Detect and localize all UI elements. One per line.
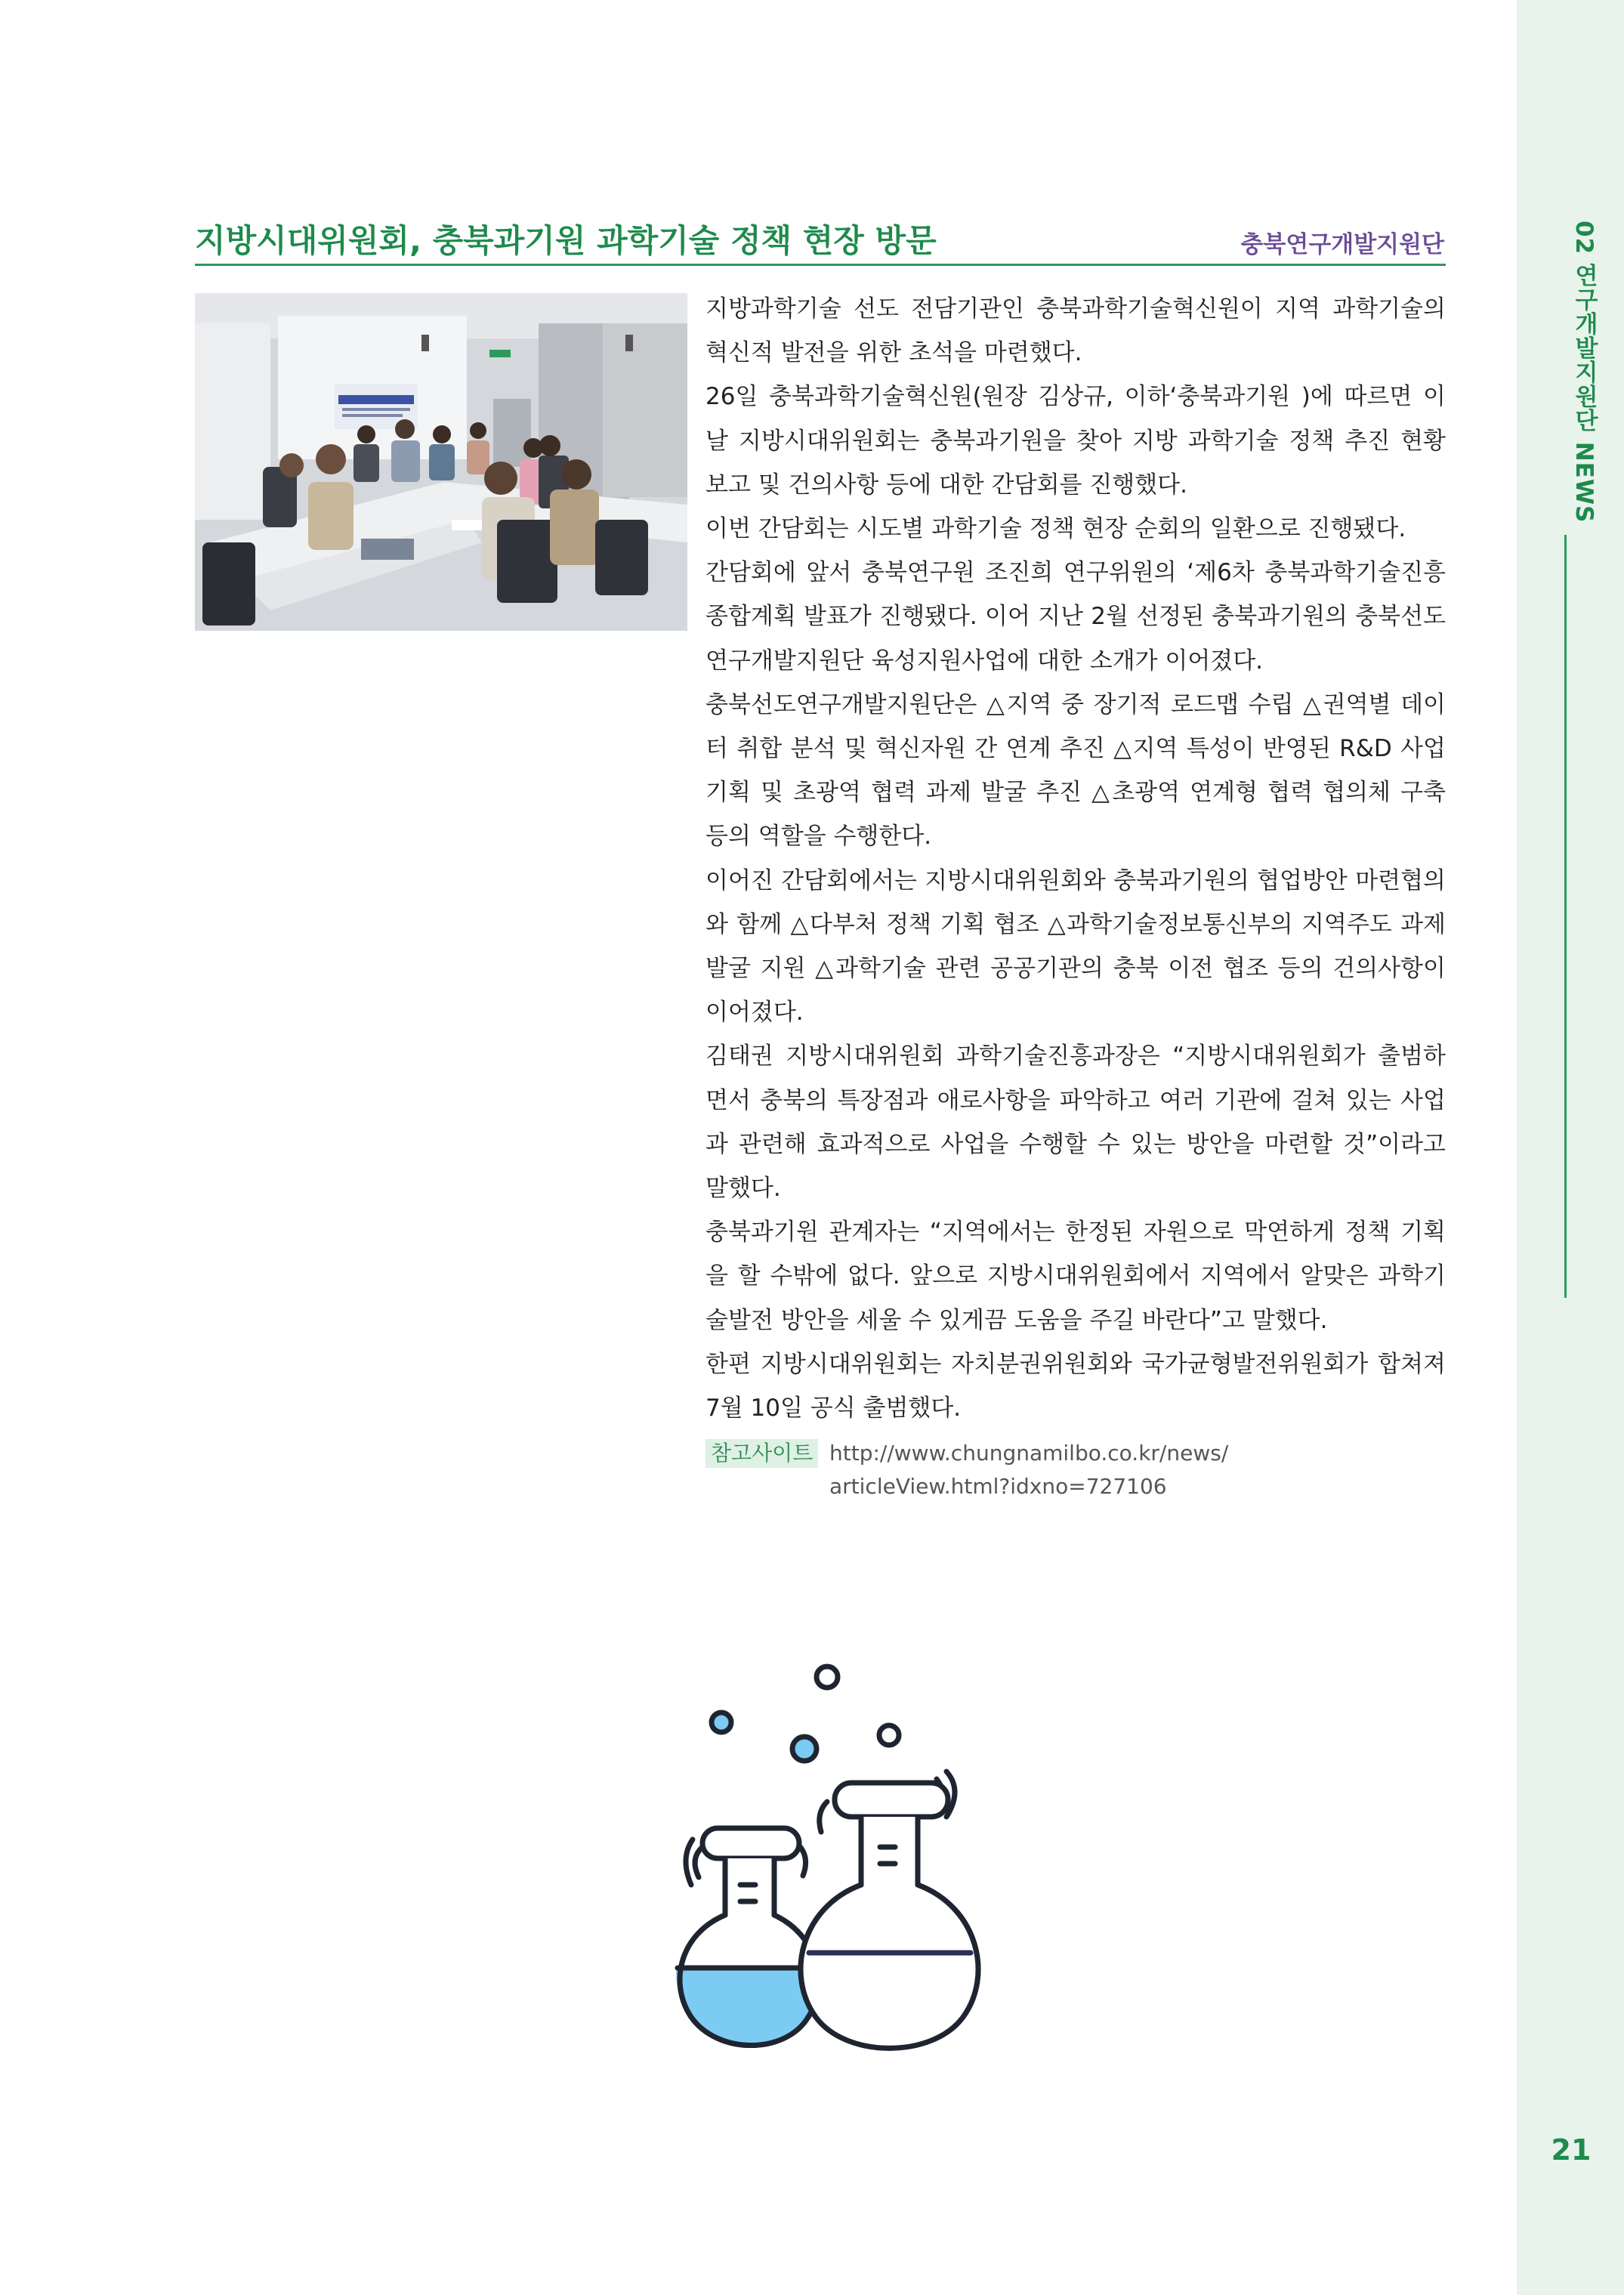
section-title: 02 연구개발지원단 NEWS	[1570, 221, 1598, 524]
title-divider	[195, 264, 1446, 266]
page-number: 21	[1551, 2133, 1592, 2167]
article-paragraph-1: 지방과학기술 선도 전담기관인 충북과학기술혁신원이 지역 과학기술의 혁신적 발전을 위한 초석을 마련했다.	[705, 295, 1446, 367]
section-divider	[1564, 535, 1567, 1298]
reference-url-line-2[interactable]: articleView.html?idxno=727106	[829, 1474, 1167, 1499]
article-body	[705, 287, 1446, 1430]
article-title: 지방시대위원회, 충북과기원 과학기술 정책 현장 방문	[195, 222, 937, 259]
article-paragraph-9: 한편 지방시대위원회는 자치분권위원회와 국가균형발전위원회가 합쳐져 7월 10일 공식 출범했다.	[705, 1350, 1446, 1422]
article-paragraph-4: 간담회에 앞서 충북연구원 조진희 연구위원의 ‘제6차 충북과학기술진흥종합계획 발표가 진행됐다. 이어 지난 2월 선정된 충북과기원의 충북선도연구개발지원단 육성지원사업에 대한 소개가 이어졌다.	[705, 559, 1446, 675]
article-paragraph-7: 김태권 지방시대위원회 과학기술진흥과장은 “지방시대위원회가 출범하면서 충북의 특장점과 애로사항을 파악하고 여러 기관에 걸쳐 있는 사업과 관련해 효과적으로 사업을 수행할 수 있는 방안을 마련할 것”이라고 말했다.	[705, 1042, 1446, 1203]
reference-url-line-1[interactable]: http://www.chungnamilbo.co.kr/news/	[829, 1441, 1229, 1466]
article-organization: 충북연구개발지원단	[1240, 231, 1444, 258]
reference-block	[705, 1439, 1446, 1507]
meeting-photo	[195, 293, 687, 631]
article-paragraph-6: 이어진 간담회에서는 지방시대위원회와 충북과기원의 협업방안 마련협의와 함께 △다부처 정책 기획 협조 △과학기술정보통신부의 지역주도 과제 발굴 지원 △과학기술 관련 공공기관의 충북 이전 협조 등의 건의사항이 이어졌다.	[705, 866, 1446, 1027]
reference-label: 참고사이트	[705, 1439, 818, 1468]
chemistry-flasks-icon	[661, 1658, 986, 2081]
reference-url[interactable]	[829, 1437, 1434, 1503]
article-paragraph-8: 충북과기원 관계자는 “지역에서는 한정된 자원으로 막연하게 정책 기획을 할 수밖에 없다. 앞으로 지방시대위원회에서 지역에서 알맞은 과학기술발전 방안을 세울 수 있게끔 도움을 주길 바란다”고 말했다.	[705, 1219, 1446, 1334]
article-paragraph-2: 26일 충북과학기술혁신원(원장 김상규, 이하‘충북과기원 )에 따르면 이날 지방시대위원회는 충북과기원을 찾아 지방 과학기술 정책 추진 현황 보고 및 건의사항 등에 대한 간담회를 진행했다.	[705, 383, 1446, 499]
article-paragraph-3: 이번 간담회는 시도별 과학기술 정책 현장 순회의 일환으로 진행됐다.	[705, 515, 1406, 543]
article-paragraph-5: 충북선도연구개발지원단은 △지역 중 장기적 로드맵 수립 △권역별 데이터 취합 분석 및 혁신자원 간 연계 추진 △지역 특성이 반영된 R&D 사업기획 및 초광역 협력 과제 발굴 추진 △초광역 연계형 협력 협의체 구축 등의 역할을 수행한다.	[705, 690, 1446, 851]
